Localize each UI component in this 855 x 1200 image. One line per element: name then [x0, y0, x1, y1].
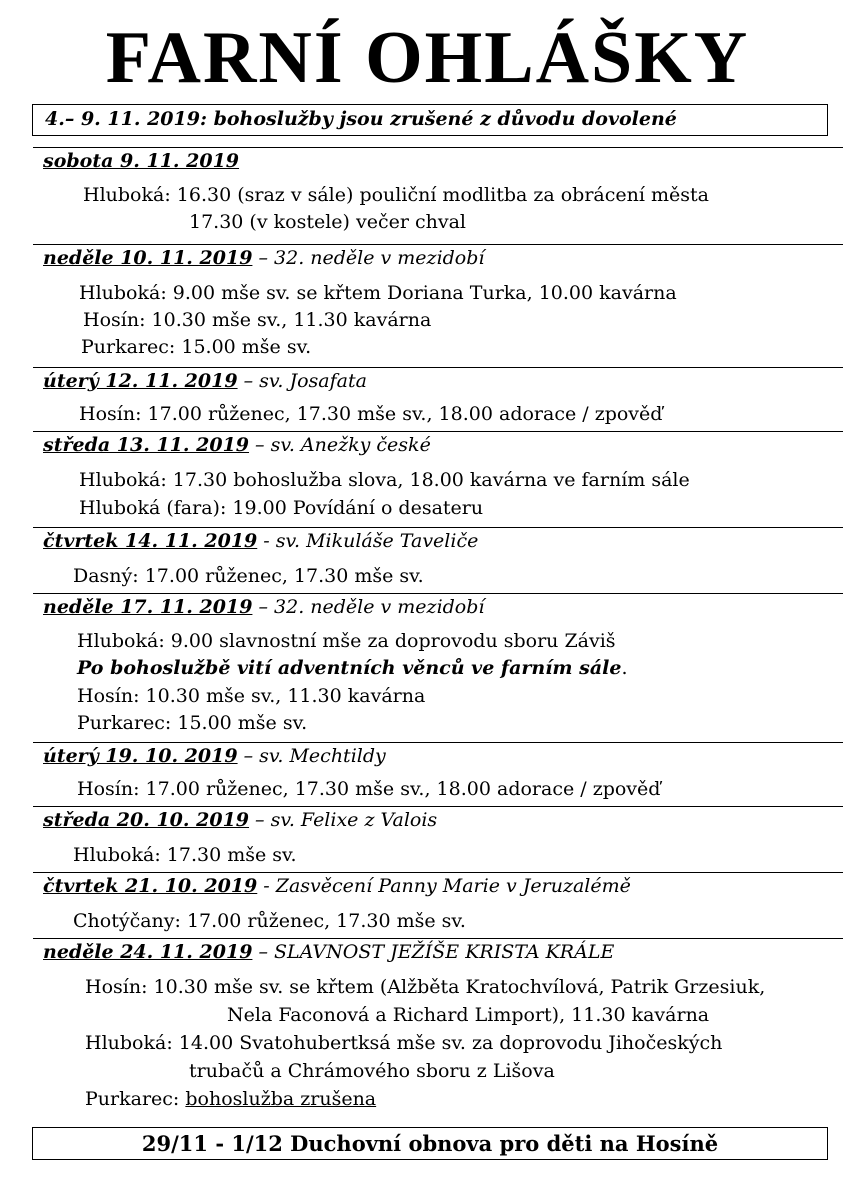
- section-utery-12-11: [33, 367, 843, 430]
- section-separator: –: [237, 370, 260, 392]
- section-saint: sv. Felixe z Valois: [270, 809, 438, 831]
- section-date: úterý 12. 11. 2019: [43, 370, 238, 392]
- section-heading: [43, 370, 367, 392]
- section-sobota-9-11: [33, 147, 843, 240]
- schedule-line: Hluboká (fara): 19.00 Povídání o desateru: [79, 497, 484, 519]
- section-heading: [43, 941, 614, 963]
- section-heading: [43, 809, 437, 831]
- schedule-line: Hluboká: 17.30 mše sv.: [73, 844, 297, 866]
- section-separator: –: [249, 434, 271, 456]
- section-date: středa 20. 10. 2019: [43, 809, 250, 831]
- section-ctvrtek-21-10: [33, 872, 843, 935]
- schedule-line: Hosín: 10.30 mše sv. se křtem (Alžběta Kratochvílová, Patrik Grzesiuk,: [85, 976, 766, 998]
- schedule-line: Hosín: 10.30 mše sv., 11.30 kavárna: [83, 309, 432, 331]
- holiday-notice-box: [32, 104, 828, 136]
- section-heading: [43, 150, 239, 172]
- section-heading: [43, 875, 631, 897]
- section-nedele-17-11: [33, 593, 843, 740]
- section-saint: 32. neděle v mezidobí: [274, 596, 485, 618]
- section-heading: [43, 530, 478, 552]
- section-date: neděle 24. 11. 2019: [43, 941, 253, 963]
- advent-wreath-note: Po bohoslužbě vití adventních věnců ve farním sále.: [77, 657, 628, 679]
- page-title: FARNÍ OHLÁŠKY: [105, 17, 750, 99]
- section-date: čtvrtek 21. 10. 2019: [43, 875, 258, 897]
- section-separator: –: [249, 809, 271, 831]
- section-heading: [43, 247, 484, 269]
- section-separator: –: [252, 941, 275, 963]
- schedule-line: Hluboká: 9.00 mše sv. se křtem Doriana Turka, 10.00 kavárna: [79, 282, 677, 304]
- section-separator: -: [257, 530, 276, 552]
- section-saint: Zasvěcení Panny Marie v Jeruzalémě: [275, 875, 631, 897]
- section-utery-19-10: [33, 742, 843, 805]
- schedule-line: 17.30 (v kostele) večer chval: [189, 211, 466, 233]
- section-date: sobota 9. 11. 2019: [43, 150, 240, 172]
- schedule-line: Hosín: 17.00 růženec, 17.30 mše sv., 18.00 adorace / zpověď: [77, 778, 661, 800]
- holiday-notice: 4.– 9. 11. 2019: bohoslužby jsou zrušené z důvodu dovolené: [45, 108, 677, 130]
- schedule-line: Chotýčany: 17.00 růženec, 17.30 mše sv.: [73, 910, 466, 932]
- section-date: úterý 19. 10. 2019: [43, 745, 238, 767]
- section-saint: 32. neděle v mezidobí: [274, 247, 485, 269]
- schedule-line: trubačů a Chrámového sboru z Lišova: [189, 1060, 555, 1082]
- section-saint: SLAVNOST JEŽÍŠE KRISTA KRÁLE: [274, 941, 615, 963]
- section-saint: sv. Anežky české: [270, 434, 431, 456]
- schedule-line: Purkarec: 15.00 mše sv.: [81, 336, 312, 358]
- section-heading: [43, 745, 386, 767]
- retreat-announcement: 29/11 - 1/12 Duchovní obnova pro děti na Hosíně: [141, 1131, 719, 1156]
- section-streda-20-10: [33, 806, 843, 869]
- section-date: neděle 17. 11. 2019: [43, 596, 253, 618]
- schedule-line: Hluboká: 14.00 Svatohubertksá mše sv. za doprovodu Jihočeských: [85, 1032, 723, 1054]
- section-separator: -: [257, 875, 276, 897]
- section-saint: sv. Mikuláše Taveliče: [275, 530, 479, 552]
- section-saint: sv. Josafata: [259, 370, 367, 392]
- section-nedele-10-11: [33, 244, 843, 365]
- section-heading: [43, 596, 484, 618]
- section-date: čtvrtek 14. 11. 2019: [43, 530, 258, 552]
- section-separator: –: [252, 247, 275, 269]
- schedule-line: Hluboká: 9.00 slavnostní mše za doprovodu sboru Záviš: [77, 630, 616, 652]
- retreat-announcement-box: [32, 1127, 828, 1160]
- section-separator: –: [252, 596, 275, 618]
- section-saint: sv. Mechtildy: [259, 745, 386, 767]
- schedule-line: Purkarec: 15.00 mše sv.: [77, 712, 308, 734]
- section-separator: –: [237, 745, 260, 767]
- schedule-line: Nela Faconová a Richard Limport), 11.30 kavárna: [227, 1004, 710, 1026]
- cancelled-service: bohoslužba zrušena: [185, 1088, 377, 1110]
- section-nedele-24-11: [33, 938, 843, 1119]
- section-heading: [43, 434, 431, 456]
- cancelled-line: Purkarec: bohoslužba zrušena: [85, 1088, 377, 1110]
- schedule-line: Hluboká: 17.30 bohoslužba slova, 18.00 kavárna ve farním sále: [79, 469, 690, 491]
- section-streda-13-11: [33, 431, 843, 524]
- schedule-line: Hosín: 17.00 růženec, 17.30 mše sv., 18.00 adorace / zpověď: [79, 403, 663, 425]
- section-date: neděle 10. 11. 2019: [43, 247, 253, 269]
- schedule-line: Hosín: 10.30 mše sv., 11.30 kavárna: [77, 685, 426, 707]
- section-ctvrtek-14-11: [33, 527, 843, 590]
- schedule-line: Hluboká: 16.30 (sraz v sále) pouliční modlitba za obrácení města: [83, 184, 709, 206]
- section-date: středa 13. 11. 2019: [43, 434, 250, 456]
- schedule-line: Dasný: 17.00 růženec, 17.30 mše sv.: [73, 565, 424, 587]
